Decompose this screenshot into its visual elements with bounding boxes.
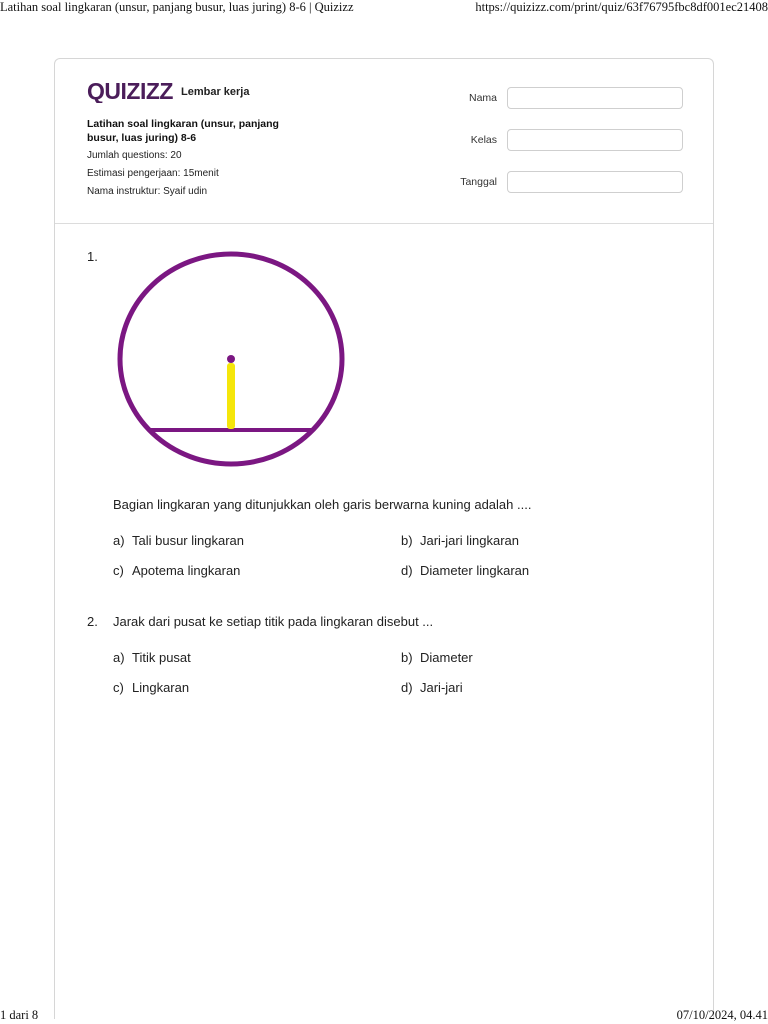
option-c[interactable]: c) Lingkaran (113, 680, 190, 695)
yellow-segment (227, 363, 235, 429)
worksheet-card (54, 58, 714, 1019)
print-page-title: Latihan soal lingkaran (unsur, panjang busur, luas juring) 8-6 | Quizizz (0, 0, 354, 14)
instructor-name: Nama instruktur: Syaif udin (87, 186, 208, 197)
quiz-title: Latihan soal lingkaran (unsur, panjang busur, luas juring) 8-6 (87, 118, 279, 144)
name-field[interactable] (507, 87, 683, 109)
date-label: Tanggal (460, 176, 497, 188)
estimated-time: Estimasi pengerjaan: 15menit (87, 168, 219, 179)
circle-diagram (113, 247, 349, 471)
option-a[interactable]: a) Titik pusat (113, 650, 191, 665)
date-field[interactable] (507, 171, 683, 193)
option-b[interactable]: b) Diameter (401, 650, 473, 665)
circle-figure (113, 247, 349, 476)
print-header (0, 0, 768, 16)
student-fields (460, 87, 683, 213)
question-number: 2. (87, 614, 98, 629)
page-counter: 1 dari 8 (0, 1008, 39, 1022)
question-number: 1. (87, 249, 98, 264)
option-c[interactable]: c) Apotema lingkaran (113, 563, 241, 578)
question-count: Jumlah questions: 20 (87, 150, 182, 161)
class-label: Kelas (470, 134, 497, 146)
name-label: Nama (468, 92, 497, 104)
option-b[interactable]: b) Jari-jari lingkaran (401, 533, 519, 548)
quiz-info (87, 117, 307, 201)
print-url: https://quizizz.com/print/quiz/63f76795fbc8df001ec21408 (475, 0, 768, 14)
question-text: Jarak dari pusat ke setiap titik pada lingkaran disebut ... (113, 614, 434, 629)
class-field[interactable] (507, 129, 683, 151)
option-a[interactable]: a) Tali busur lingkaran (113, 533, 245, 548)
option-d[interactable]: d) Jari-jari (401, 680, 463, 695)
quizizz-logo (87, 79, 173, 103)
brand (87, 79, 249, 103)
print-footer (0, 1006, 768, 1024)
center-point (227, 355, 235, 363)
svg-text:QUIZIZZ: QUIZIZZ (87, 79, 173, 103)
print-date: 07/10/2024, 04.41 (676, 1008, 768, 1022)
worksheet-subtitle: Lembar kerja (181, 86, 250, 98)
worksheet-header (55, 59, 713, 224)
option-d[interactable]: d) Diameter lingkaran (401, 563, 530, 578)
question-text: Bagian lingkaran yang ditunjukkan oleh garis berwarna kuning adalah .... (113, 497, 532, 512)
